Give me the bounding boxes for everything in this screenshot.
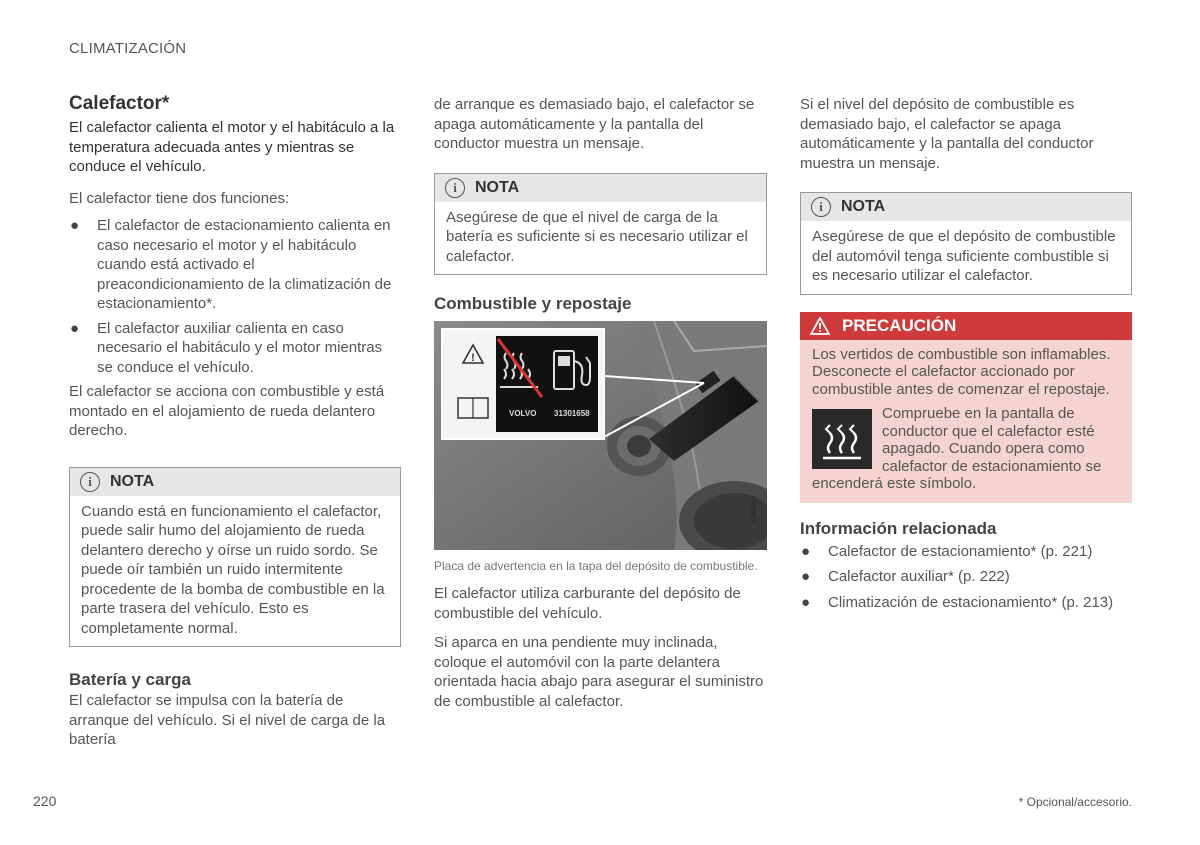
page-title: Calefactor* xyxy=(69,93,170,114)
note-header xyxy=(70,468,400,496)
info-icon: i xyxy=(811,197,831,217)
caution-body xyxy=(800,340,1132,503)
figure-caption: Placa de advertencia en la tapa del depósito de combustible. xyxy=(434,559,758,573)
column-3 xyxy=(800,95,1132,618)
note-text: Asegúrese de que el depósito de combustible del automóvil tenga suficiente combustible si es necesario utilizar el calefactor. xyxy=(812,228,1116,284)
note-text: Asegúrese de que el nivel de carga de la batería es suficiente si es necesario utilizar el calefactor. xyxy=(446,208,748,265)
caution-box xyxy=(800,312,1132,503)
warning-triangle-icon xyxy=(810,317,830,335)
related-list xyxy=(800,542,1132,613)
bullet-icon: ● xyxy=(70,217,80,234)
fuel-heading: Combustible y repostaje xyxy=(434,294,632,313)
heater-fuel-text: El calefactor se acciona con combustible y está montado en el alojamiento de rueda delantero derecho. xyxy=(69,383,385,439)
note-label: NOTA xyxy=(475,178,520,196)
note-header xyxy=(435,174,766,202)
footnote: * Opcional/accesorio. xyxy=(1018,795,1132,809)
battery-text: El calefactor se impulsa con la batería de arranque del vehículo. Si el nivel de carga de la batería xyxy=(69,692,386,748)
caution-label: PRECAUCIÓN xyxy=(842,315,957,335)
caution-text-1: Los vertidos de combustible son inflamables. Desconecte el calefactor accionado por combustible antes de comenzar el repostaje. xyxy=(812,345,1111,398)
section-header: CLIMATIZACIÓN xyxy=(69,40,187,57)
info-icon: i xyxy=(80,472,100,492)
list-item: ● El calefactor auxiliar calienta en caso necesario el habitáculo y el motor mientras se conduce el vehículo. xyxy=(70,319,383,376)
label-brand: VOLVO xyxy=(509,409,537,418)
bullet-icon: ● xyxy=(801,542,811,560)
caution-text-2: Compruebe en la pantalla de conductor que el calefactor esté apagado. Cuando opera como calefactor de estacionamiento se encenderá este símbolo. xyxy=(812,405,1102,492)
note-label: NOTA xyxy=(841,198,886,215)
column-2 xyxy=(434,95,767,711)
lead-paragraph: El calefactor calienta el motor y el habitáculo a la temperatura adecuada antes y mientras se conduce el vehículo. xyxy=(69,119,395,175)
caution-symbol-block xyxy=(812,405,1120,493)
bullet-icon: ● xyxy=(70,319,80,337)
page-number: 220 xyxy=(33,793,57,809)
functions-list xyxy=(69,216,401,377)
note-header xyxy=(801,193,1131,221)
related-link[interactable]: ● Calefactor de estacionamiento* (p. 221) xyxy=(801,542,1093,560)
fuel-usage-text: El calefactor utiliza carburante del depósito de combustible del vehículo. xyxy=(434,585,741,622)
svg-text:!: ! xyxy=(471,352,475,364)
related-link[interactable]: ● Calefactor auxiliar* (p. 222) xyxy=(801,568,1010,585)
continued-text: de arranque es demasiado bajo, el calefactor se apaga automáticamente y la pantalla del conductor muestra un mensaje. xyxy=(434,96,755,152)
battery-heading: Batería y carga xyxy=(69,670,191,689)
label-code: 31301658 xyxy=(554,409,590,418)
image-code: G002919 xyxy=(752,496,758,521)
note-box xyxy=(434,173,767,276)
note-box xyxy=(69,467,401,648)
related-link[interactable]: ● Climatización de estacionamiento* (p. 213) xyxy=(801,593,1114,611)
intro-text: El calefactor tiene dos funciones: xyxy=(69,189,290,207)
related-heading: Información relacionada xyxy=(800,518,997,538)
bullet-icon: ● xyxy=(801,568,811,585)
note-box xyxy=(800,192,1132,295)
info-icon: i xyxy=(445,178,465,198)
fuel-cap-illustration xyxy=(434,321,767,550)
heater-symbol-icon xyxy=(812,409,872,469)
list-item: ● El calefactor de estacionamiento calienta en caso necesario el motor y el habitáculo cuando está activado el preacondicionamiento de la climatización de estacionamiento*. xyxy=(70,217,392,312)
caution-header xyxy=(800,312,1132,340)
column-1 xyxy=(69,92,401,750)
note-label: NOTA xyxy=(110,472,155,490)
note-text: Cuando está en funcionamiento el calefactor, puede salir humo del alojamiento de rueda delantero derecho y oírse un ruido sordo. Se puede oír también un ruido intermitente procedente de la bomba de combustible en la parte trasera del vehículo. Esto es completamente normal. xyxy=(81,502,385,637)
bullet-icon: ● xyxy=(801,593,811,611)
fuel-level-text: Si el nivel del depósito de combustible es demasiado bajo, el calefactor se apaga automáticamente y la pantalla del conductor muestra un mensaje. xyxy=(800,96,1094,172)
fuel-cap-figure xyxy=(434,321,767,550)
slope-text: Si aparca en una pendiente muy inclinada, coloque el automóvil con la parte delantera orientada hacia abajo para asegurar el suministro de combustible al calefactor. xyxy=(434,634,764,710)
